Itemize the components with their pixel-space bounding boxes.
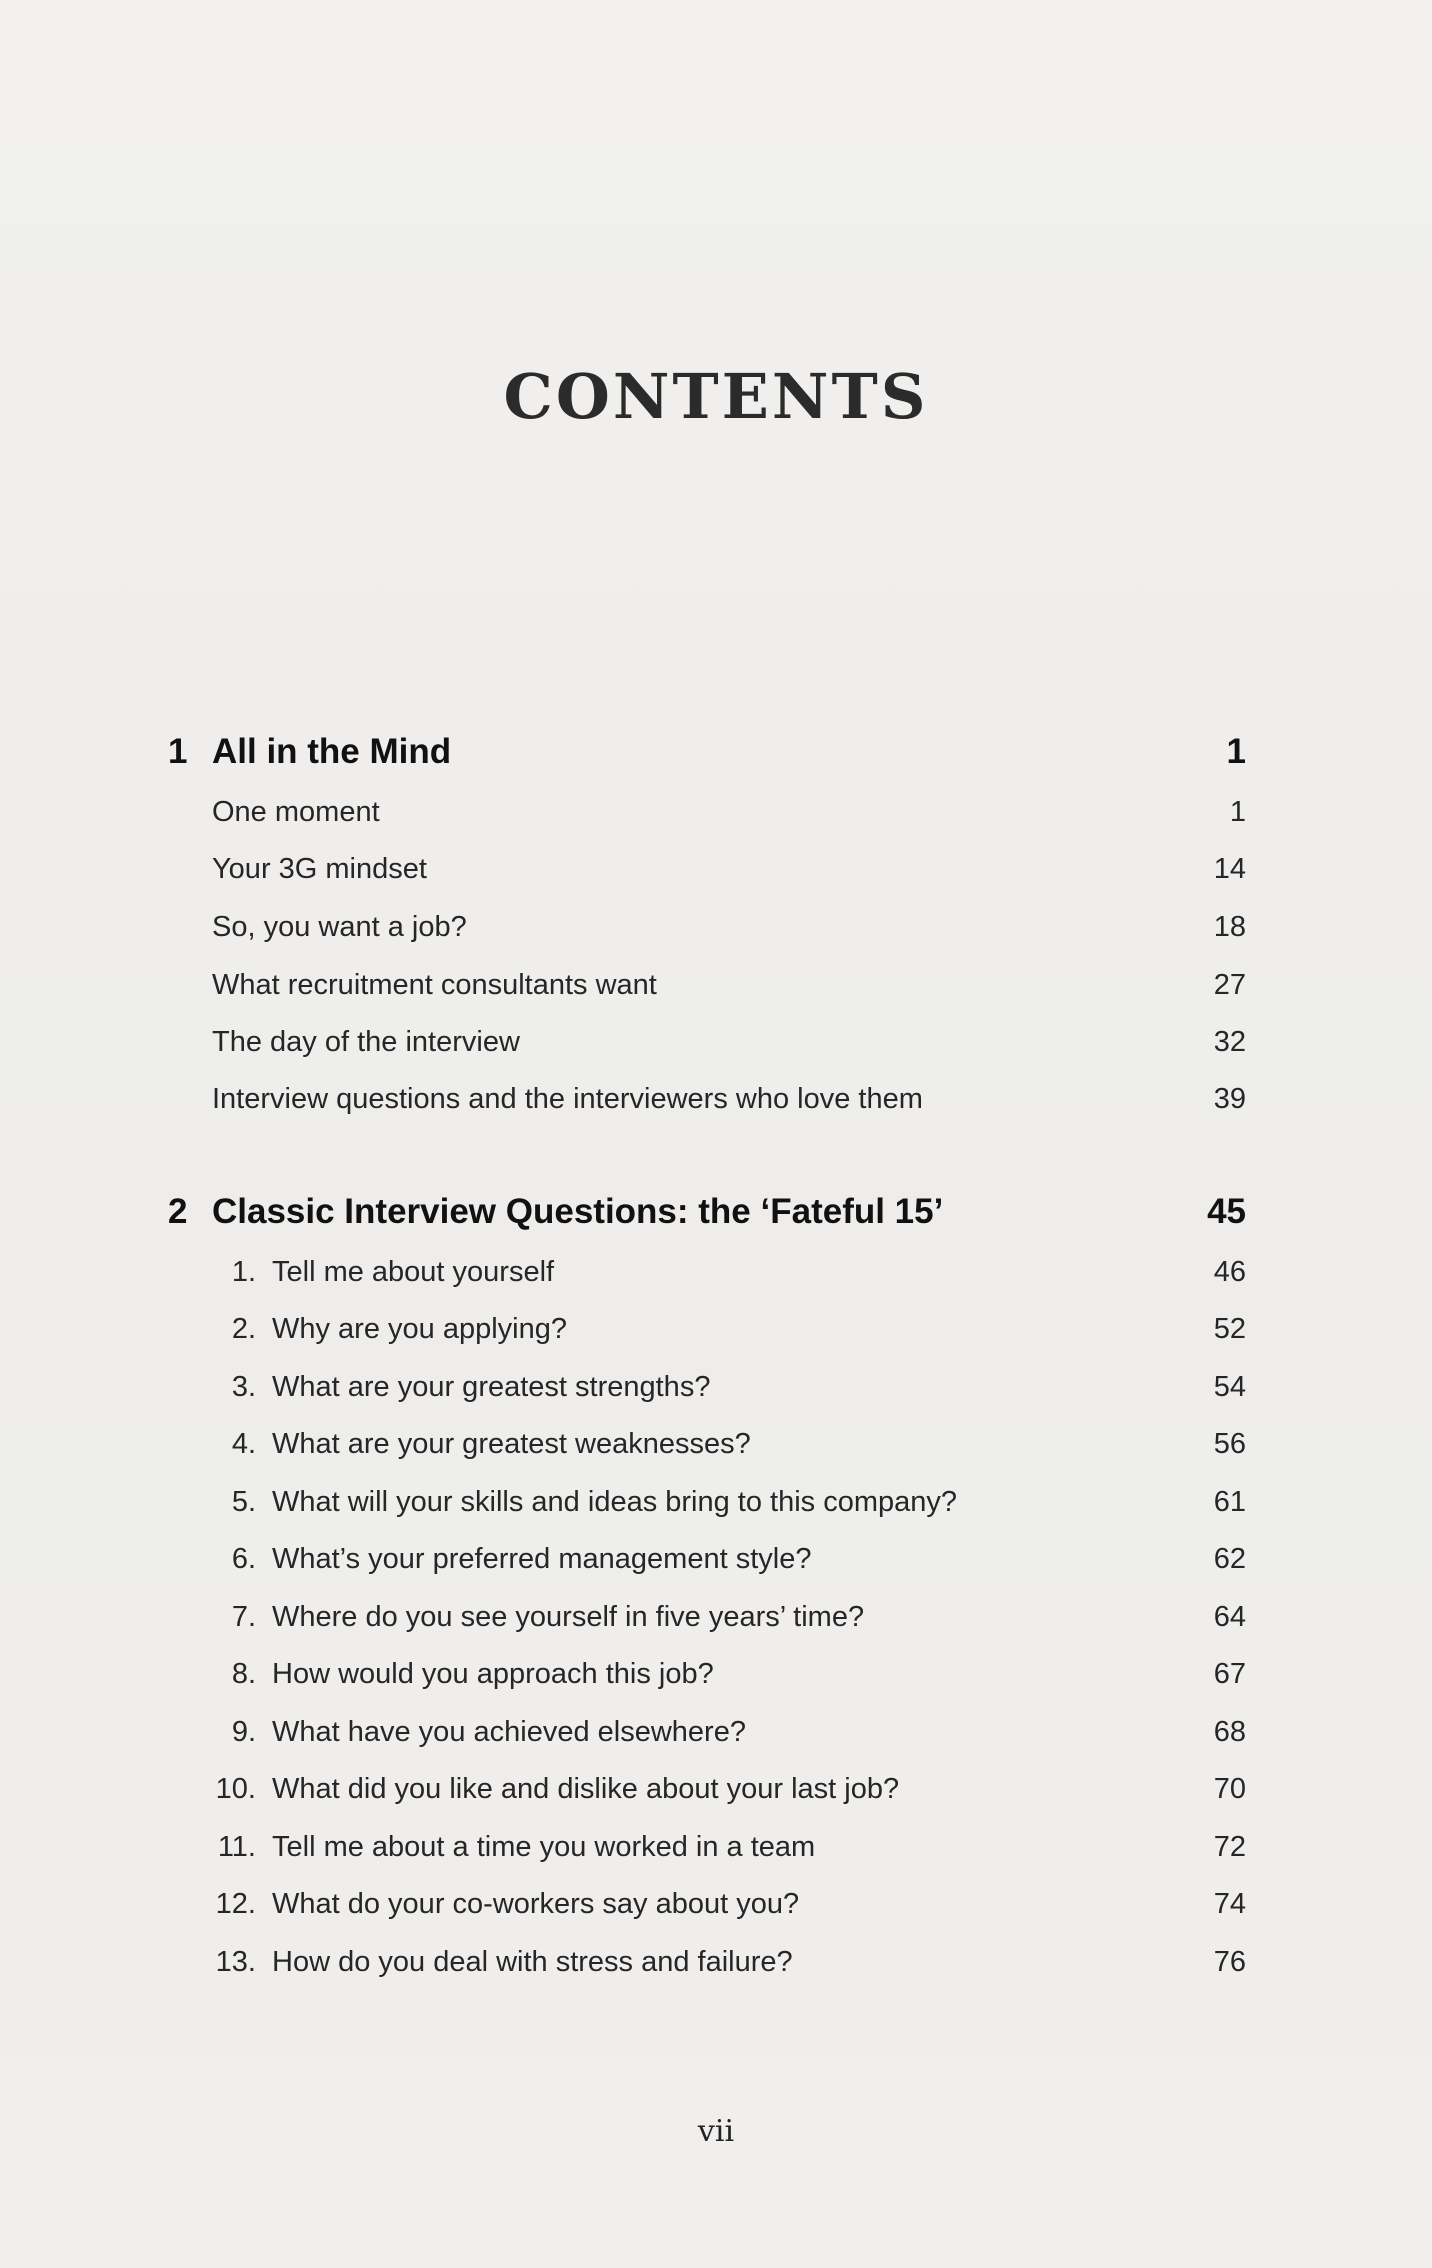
- toc-entry: [0, 1481, 1432, 1523]
- entry-page: 67: [1213, 1658, 1246, 1690]
- chapter-number: 2: [168, 1192, 188, 1231]
- toc-entry: [0, 1251, 1432, 1293]
- entry-number: 5.: [231, 1486, 256, 1518]
- entry-number: 7.: [231, 1601, 256, 1633]
- entry-page: 27: [1213, 969, 1246, 1001]
- entry-title: The day of the interview: [212, 1026, 520, 1058]
- entry-page: 64: [1213, 1601, 1246, 1633]
- entry-page: 74: [1213, 1888, 1246, 1920]
- entry-number: 2.: [231, 1313, 256, 1345]
- entry-title: Why are you applying?: [272, 1313, 567, 1345]
- entry-title: What’s your preferred management style?: [272, 1543, 812, 1575]
- toc-entry: [0, 1423, 1432, 1465]
- entry-title: How do you deal with stress and failure?: [272, 1946, 793, 1978]
- entry-number: 13.: [215, 1946, 256, 1978]
- entry-page: 76: [1213, 1946, 1246, 1978]
- toc-entry: [0, 1538, 1432, 1580]
- chapter-page: 1: [1226, 732, 1246, 771]
- entry-page: 70: [1213, 1773, 1246, 1805]
- entry-number: 6.: [231, 1543, 256, 1575]
- toc-entry: [0, 848, 1432, 890]
- chapter-number: 1: [168, 732, 188, 771]
- page-number: vii: [697, 2114, 735, 2149]
- entry-title: What recruitment consultants want: [212, 969, 657, 1001]
- toc-entry: [0, 1883, 1432, 1925]
- entry-number: 1.: [231, 1256, 256, 1288]
- toc-entry: [0, 1826, 1432, 1868]
- entry-page: 68: [1213, 1716, 1246, 1748]
- entry-page: 39: [1213, 1083, 1246, 1115]
- entry-number: 9.: [231, 1716, 256, 1748]
- entry-page: 62: [1213, 1543, 1246, 1575]
- entry-title: What are your greatest strengths?: [272, 1371, 711, 1403]
- entry-title: Tell me about yourself: [272, 1256, 555, 1288]
- entry-page: 14: [1213, 853, 1246, 885]
- page-title: CONTENTS: [503, 360, 929, 433]
- entry-page: 72: [1213, 1831, 1246, 1863]
- entry-number: 12.: [215, 1888, 256, 1920]
- chapter-title: Classic Interview Questions: the ‘Fateful 15’: [212, 1192, 944, 1231]
- entry-title: What are your greatest weaknesses?: [272, 1428, 751, 1460]
- chapter-heading: [0, 1188, 1432, 1236]
- toc-entry: [0, 964, 1432, 1006]
- toc-entry: [0, 1596, 1432, 1638]
- entry-title: One moment: [212, 796, 380, 828]
- toc-entry: [0, 1653, 1432, 1695]
- entry-number: 10.: [215, 1773, 256, 1805]
- entry-number: 8.: [231, 1658, 256, 1690]
- entry-title: What do your co-workers say about you?: [272, 1888, 800, 1920]
- toc-entry: [0, 1768, 1432, 1810]
- toc-entry: [0, 1078, 1432, 1120]
- entry-number: 3.: [231, 1371, 256, 1403]
- entry-title: Your 3G mindset: [212, 853, 427, 885]
- entry-page: 61: [1213, 1486, 1246, 1518]
- entry-page: 52: [1213, 1313, 1246, 1345]
- entry-page: 1: [1229, 796, 1246, 828]
- chapter-heading: [0, 728, 1432, 776]
- entry-number: 4.: [231, 1428, 256, 1460]
- chapter-page: 45: [1207, 1192, 1246, 1231]
- toc-entry: [0, 1021, 1432, 1063]
- entry-title: Where do you see yourself in five years’ time?: [272, 1601, 865, 1633]
- entry-page: 46: [1213, 1256, 1246, 1288]
- entry-page: 54: [1213, 1371, 1246, 1403]
- entry-title: How would you approach this job?: [272, 1658, 714, 1690]
- entry-title: So, you want a job?: [212, 911, 467, 943]
- entry-title: What have you achieved elsewhere?: [272, 1716, 746, 1748]
- entry-title: What will your skills and ideas bring to this company?: [272, 1486, 958, 1518]
- entry-page: 32: [1213, 1026, 1246, 1058]
- toc-entry: [0, 906, 1432, 948]
- toc-entry: [0, 791, 1432, 833]
- toc-entry: [0, 1941, 1432, 1983]
- entry-page: 56: [1213, 1428, 1246, 1460]
- entry-number: 11.: [217, 1831, 256, 1863]
- entry-title: What did you like and dislike about your last job?: [272, 1773, 900, 1805]
- entry-page: 18: [1213, 911, 1246, 943]
- entry-title: Tell me about a time you worked in a team: [272, 1831, 816, 1863]
- toc-entry: [0, 1308, 1432, 1350]
- toc-entry: [0, 1711, 1432, 1753]
- chapter-title: All in the Mind: [212, 732, 452, 771]
- toc-entry: [0, 1366, 1432, 1408]
- entry-title: Interview questions and the interviewers who love them: [212, 1083, 923, 1115]
